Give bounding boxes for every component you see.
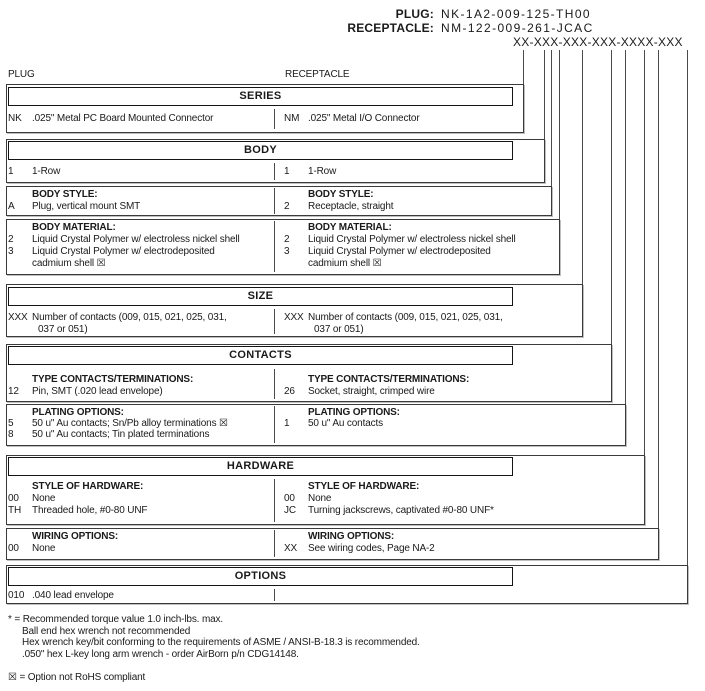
contacts-plug-code: 12: [8, 386, 19, 397]
plating-column-divider: [274, 406, 275, 443]
series-plug-desc: .025" Metal PC Board Mounted Connector: [32, 113, 214, 124]
size-column-divider: [274, 309, 275, 334]
contacts-column-divider: [274, 369, 275, 399]
wiring-plug-desc: None: [32, 543, 56, 554]
options-plug-code: 010: [8, 590, 25, 601]
hardware-plug-row2-desc: Threaded hole, #0-80 UNF: [32, 505, 148, 516]
body-material-receptacle-row1-desc: Liquid Crystal Polymer w/ electroless nickel shell: [308, 234, 516, 245]
leader-line-body-style: [551, 50, 552, 187]
plating-receptacle-row1-code: 1: [284, 418, 290, 429]
body-material-receptacle-row1-code: 2: [284, 234, 290, 245]
body-material-receptacle-subtitle: BODY MATERIAL:: [308, 222, 392, 233]
plating-plug-row2-code: 8: [8, 429, 14, 440]
footnote-rohs: ☒ = Option not RoHS compliant: [8, 672, 146, 683]
leader-line-series: [523, 50, 524, 85]
hardware-receptacle-row2-desc: Turning jackscrews, captivated #0-80 UNF*: [308, 505, 494, 516]
hardware-column-divider: [274, 479, 275, 522]
contacts-receptacle-subtitle: TYPE CONTACTS/TERMINATIONS:: [308, 374, 470, 385]
wiring-plug-code: 00: [8, 543, 19, 554]
body-column-divider: [274, 163, 275, 180]
size-plug-code: XXX: [8, 312, 28, 323]
body-header: BODY: [8, 141, 513, 160]
hardware-receptacle-row2-code: JC: [284, 505, 296, 516]
body-style-plug-desc: Plug, vertical mount SMT: [32, 201, 141, 212]
footnote-star-line2: Ball end hex wrench not recommended: [22, 626, 191, 637]
wiring-receptacle-subtitle: WIRING OPTIONS:: [308, 531, 395, 542]
plug-part-number-label: PLUG:: [395, 7, 434, 21]
body-material-plug-row2-desc: Liquid Crystal Polymer w/ electrodeposited: [32, 246, 215, 257]
body-material-plug-row1-code: 2: [8, 234, 14, 245]
contacts-header: CONTACTS: [8, 346, 513, 365]
footnote-star-line4: .050" hex L-key long arm wrench - order AirBorn p/n CDG14148.: [22, 649, 299, 660]
contacts-plug-desc: Pin, SMT (.020 lead envelope): [32, 386, 163, 397]
body-receptacle-desc: 1-Row: [308, 166, 337, 177]
plating-plug-row1-code: 5: [8, 418, 14, 429]
leader-line-size: [582, 50, 583, 285]
footnote-star-line3: Hex wrench key/bit conforming to the requirements of ASME / ANSI-B-18.3 is recommended.: [22, 637, 420, 648]
body-material-column-divider: [274, 221, 275, 272]
series-plug-code: NK: [8, 113, 22, 124]
size-receptacle-desc-line1: Number of contacts (009, 015, 021, 025, 031,: [308, 312, 503, 323]
size-plug-desc-line1: Number of contacts (009, 015, 021, 025, 031,: [32, 312, 227, 323]
hardware-plug-row1-desc: None: [32, 493, 56, 504]
receptacle-part-number-label: RECEPTACLE:: [347, 21, 434, 35]
size-header: SIZE: [8, 287, 513, 306]
body-receptacle-code: 1: [284, 166, 290, 177]
plug-part-number-value: NK-1A2-009-125-TH00: [441, 7, 591, 21]
body-material-plug-subtitle: BODY MATERIAL:: [32, 222, 116, 233]
plating-receptacle-row1-desc: 50 u" Au contacts: [308, 418, 383, 429]
hardware-plug-subtitle: STYLE OF HARDWARE:: [32, 481, 144, 492]
body-material-plug-row1-desc: Liquid Crystal Polymer w/ electroless nickel shell: [32, 234, 240, 245]
hardware-receptacle-subtitle: STYLE OF HARDWARE:: [308, 481, 420, 492]
receptacle-column-label: RECEPTACLE: [285, 69, 350, 80]
contacts-receptacle-code: 26: [284, 386, 295, 397]
size-plug-desc-line2: 037 or 051): [38, 324, 88, 335]
wiring-receptacle-desc: See wiring codes, Page NA-2: [308, 543, 435, 554]
leader-line-body-row: [544, 50, 545, 140]
options-header: OPTIONS: [8, 567, 513, 586]
size-receptacle-desc-line2: 037 or 051): [314, 324, 364, 335]
leader-line-options: [687, 50, 688, 566]
body-plug-code: 1: [8, 166, 14, 177]
series-header: SERIES: [8, 87, 513, 106]
leader-line-wiring: [658, 50, 659, 529]
hardware-plug-row2-code: TH: [8, 505, 22, 516]
body-style-column-divider: [274, 188, 275, 214]
body-style-receptacle-desc: Receptacle, straight: [308, 201, 394, 212]
body-material-receptacle-row2-desc: Liquid Crystal Polymer w/ electrodeposited: [308, 246, 491, 257]
body-material-plug-row3-desc: cadmium shell ☒: [32, 258, 106, 269]
hardware-receptacle-row1-code: 00: [284, 493, 295, 504]
plating-plug-row1-desc: 50 u" Au contacts; Sn/Pb alloy terminations ☒: [32, 418, 228, 429]
body-plug-desc: 1-Row: [32, 166, 61, 177]
part-number-mask: XX-XXX-XXX-XXX-XXXX-XXX: [513, 35, 683, 49]
options-column-divider: [274, 589, 275, 601]
options-plug-desc: .040 lead envelope: [32, 590, 114, 601]
wiring-plug-subtitle: WIRING OPTIONS:: [32, 531, 119, 542]
series-receptacle-code: NM: [284, 113, 300, 124]
plating-plug-subtitle: PLATING OPTIONS:: [32, 407, 124, 418]
leader-line-contacts-type: [611, 50, 612, 345]
receptacle-part-number-value: NM-122-009-261-JCAC: [441, 21, 594, 35]
hardware-receptacle-row1-desc: None: [308, 493, 332, 504]
body-material-receptacle-row2-code: 3: [284, 246, 290, 257]
body-material-plug-row2-code: 3: [8, 246, 14, 257]
plating-plug-row2-desc: 50 u" Au contacts; Tin plated terminations: [32, 429, 210, 440]
body-material-receptacle-row3-desc: cadmium shell ☒: [308, 258, 382, 269]
hardware-header: HARDWARE: [8, 457, 513, 476]
body-style-plug-subtitle: BODY STYLE:: [32, 189, 98, 200]
series-receptacle-desc: .025" Metal I/O Connector: [308, 113, 420, 124]
footnote-star-line1: * = Recommended torque value 1.0 inch-lbs. max.: [8, 614, 224, 625]
plating-receptacle-subtitle: PLATING OPTIONS:: [308, 407, 400, 418]
contacts-plug-subtitle: TYPE CONTACTS/TERMINATIONS:: [32, 374, 194, 385]
contacts-receptacle-desc: Socket, straight, crimped wire: [308, 386, 435, 397]
wiring-receptacle-code: XX: [284, 543, 298, 554]
hardware-plug-row1-code: 00: [8, 493, 19, 504]
body-style-receptacle-code: 2: [284, 201, 290, 212]
size-receptacle-code: XXX: [284, 312, 304, 323]
leader-line-hardware-style: [644, 50, 645, 456]
wiring-column-divider: [274, 530, 275, 557]
plug-column-label: PLUG: [8, 69, 35, 80]
body-style-receptacle-subtitle: BODY STYLE:: [308, 189, 374, 200]
leader-line-plating: [625, 50, 626, 405]
series-column-divider: [274, 109, 275, 129]
body-style-plug-code: A: [8, 201, 15, 212]
leader-line-body-material: [559, 50, 560, 220]
